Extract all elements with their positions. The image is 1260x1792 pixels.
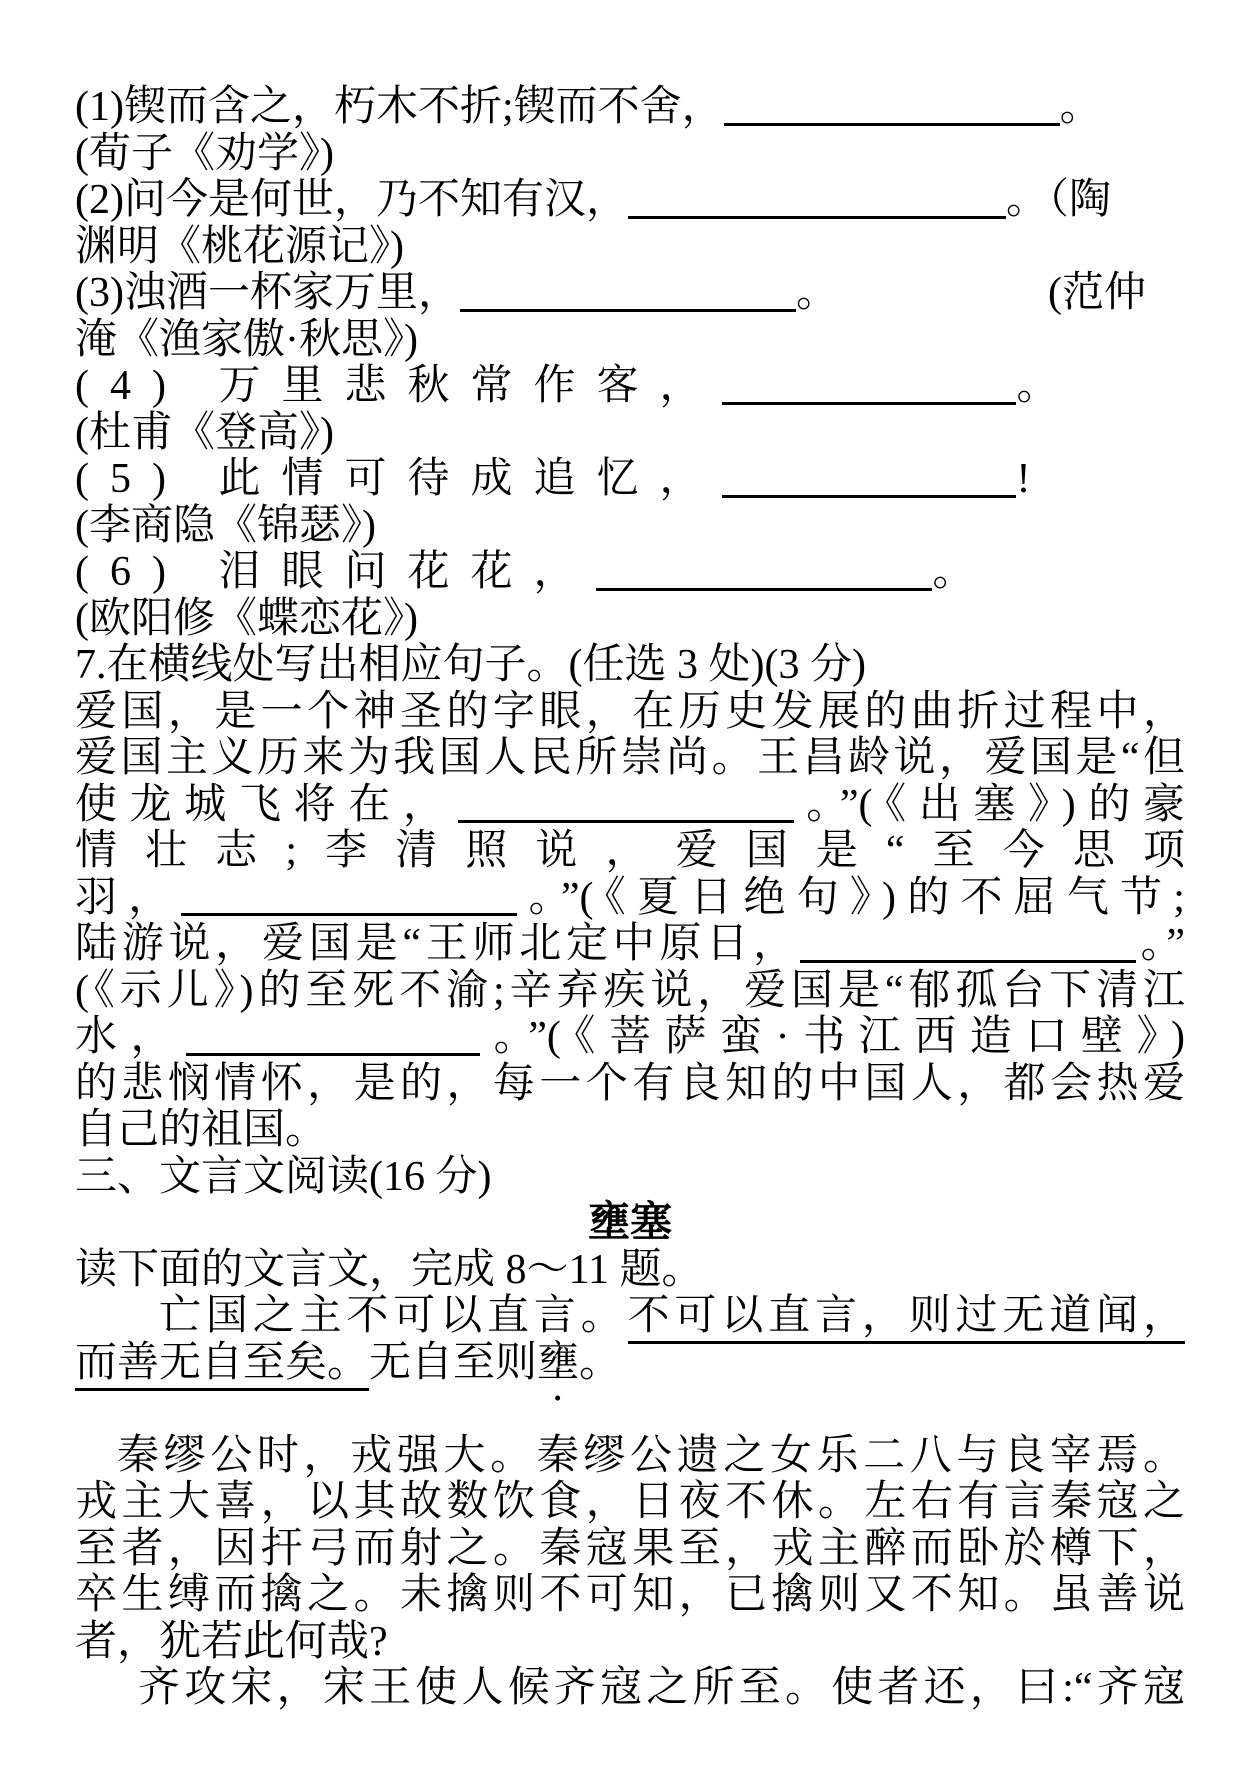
text-line [75,689,1185,736]
text-segment: (1)锲而含之，朽木不折;锲而不舍， [75,84,724,130]
text-line [75,224,1185,271]
text-segment: 。 [932,549,996,595]
text-segment: 无自至则 [369,1339,538,1386]
text-segment: (李商隐《锦瑟》) [75,502,376,549]
text-segment: 7.在横线处写出相应句子。(任选 3 处)(3 分) [75,642,866,688]
text-segment: 使龙城飞将在， [75,781,458,828]
text-line [75,1433,1185,1480]
text-segment: 。 [1016,363,1080,409]
text-line [75,503,1185,550]
text-segment: 读下面的文言文，完成 8～11 题。 [75,1246,704,1293]
text-line [75,921,1185,968]
text-line [75,363,1185,410]
text-segment: 。”(《菩萨蛮·书江西造口壁》) [480,1014,1185,1060]
text-segment: (2)问今是何世，乃不知有汉， [75,177,628,223]
text-segment: 。”(《出塞》)的豪 [793,781,1185,828]
text-line [75,177,1185,224]
text-segment: 自己的祖国。 [75,1107,328,1153]
text-segment: 。 [1059,84,1102,130]
text-line [75,1665,1185,1712]
text-segment: (6) 泪眼问花花， [75,549,597,595]
text-segment: 羽， [75,874,182,921]
text-segment: (荀子《劝学》) [75,130,334,177]
text-line [75,270,1185,317]
text-segment: (欧阳修《蝶恋花》) [75,595,418,642]
text-line [75,1061,1185,1108]
text-line [75,84,1185,131]
text-line [75,875,1185,922]
text-segment: 三、文言文阅读(16 分) [75,1153,492,1200]
text-segment: (杜甫《登高》) [75,409,334,456]
answer-blank [186,1030,480,1056]
text-segment: 。” [1135,921,1185,967]
text-line [75,828,1185,875]
text-segment: (范仲 [1048,270,1146,316]
answer-blank [596,565,932,591]
text-line [75,1247,1185,1294]
text-segment: 淹《渔家傲·秋思》) [75,316,418,363]
text-line [75,1619,1185,1666]
answer-blank [800,937,1136,963]
emphasized-text: 壅。 [537,1339,622,1386]
text-line [75,1340,1185,1387]
text-line [75,131,1185,178]
text-segment: 爱国，是一个神圣的字眼，在历史发展的曲折过程中， [75,688,1185,735]
text-line [75,317,1185,364]
text-segment: 。”(《夏日绝句》)的不屈气节; [517,874,1185,921]
answer-blank [628,193,1006,219]
answer-blank [460,286,796,312]
text-line [75,549,1185,596]
text-segment: ! [1016,456,1052,502]
text-segment: (4) 万里悲秋常作客， [75,363,723,409]
answer-blank [722,472,1016,498]
text-segment: (5) 此情可待成追忆， [75,456,723,502]
text-line [75,1479,1185,1526]
text-segment: 齐攻宋，宋王使人候齐寇之所至。使者还，曰:“齐寇 [138,1665,1185,1711]
horizontal-spacer [838,289,1048,306]
text-segment: 水， [75,1014,187,1060]
text-line [75,642,1185,689]
text-segment: 亡国之主不可以直言。 [159,1293,628,1339]
text-segment: 。 [795,270,838,316]
text-segment: (《示儿》)的至死不渝;辛弃疾说，爱国是“郁孤台下清江 [75,967,1185,1014]
answer-blank [724,100,1060,126]
text-line [75,596,1185,643]
text-line [75,1572,1185,1619]
text-segment: 秦缪公时，戎强大。秦缪公遗之女乐二八与良宰焉。 [117,1432,1185,1479]
text-line [75,1293,1185,1340]
text-line [75,735,1185,782]
underlined-text: 而善无自至矣。 [75,1340,369,1391]
text-line [75,1526,1185,1573]
text-line [75,1200,1185,1247]
text-line [75,1107,1185,1154]
blank-line [75,1386,1185,1433]
answer-blank [722,379,1016,405]
text-segment: 者，犹若此何哉? [75,1618,388,1665]
text-segment: 卒生缚而擒之。未擒则不可知，已擒则又不知。虽善说 [75,1572,1185,1618]
text-segment: 渊明《桃花源记》) [75,223,404,270]
text-segment: 壅塞 [587,1200,672,1246]
text-line [75,968,1185,1015]
answer-blank [458,797,794,823]
text-segment: 爱国主义历来为我国人民所崇尚。王昌龄说，爱国是“但 [75,735,1185,781]
text-line [75,456,1185,503]
answer-blank [181,890,517,916]
text-segment: 的悲悯情怀，是的，每一个有良知的中国人，都会热爱 [75,1060,1185,1107]
text-segment: 情壮志;李清照说，爱国是“至今思项 [75,828,1185,874]
text-line [75,410,1185,457]
text-segment: 至者，因扞弓而射之。秦寇果至，戎主醉而卧於樽下， [75,1525,1185,1572]
underlined-text: 不可以直言，则过无道闻， [628,1293,1185,1344]
text-segment: 陆游说，爱国是“王师北定中原日， [75,921,800,967]
text-line [75,1014,1185,1061]
text-line [75,782,1185,829]
text-segment: (3)浊酒一杯家万里， [75,270,460,316]
text-line [75,1154,1185,1201]
text-segment: 。（陶 [1005,177,1111,223]
text-segment: 戎主大喜，以其故数饮食，日夜不休。左右有言秦寇之 [75,1479,1185,1525]
